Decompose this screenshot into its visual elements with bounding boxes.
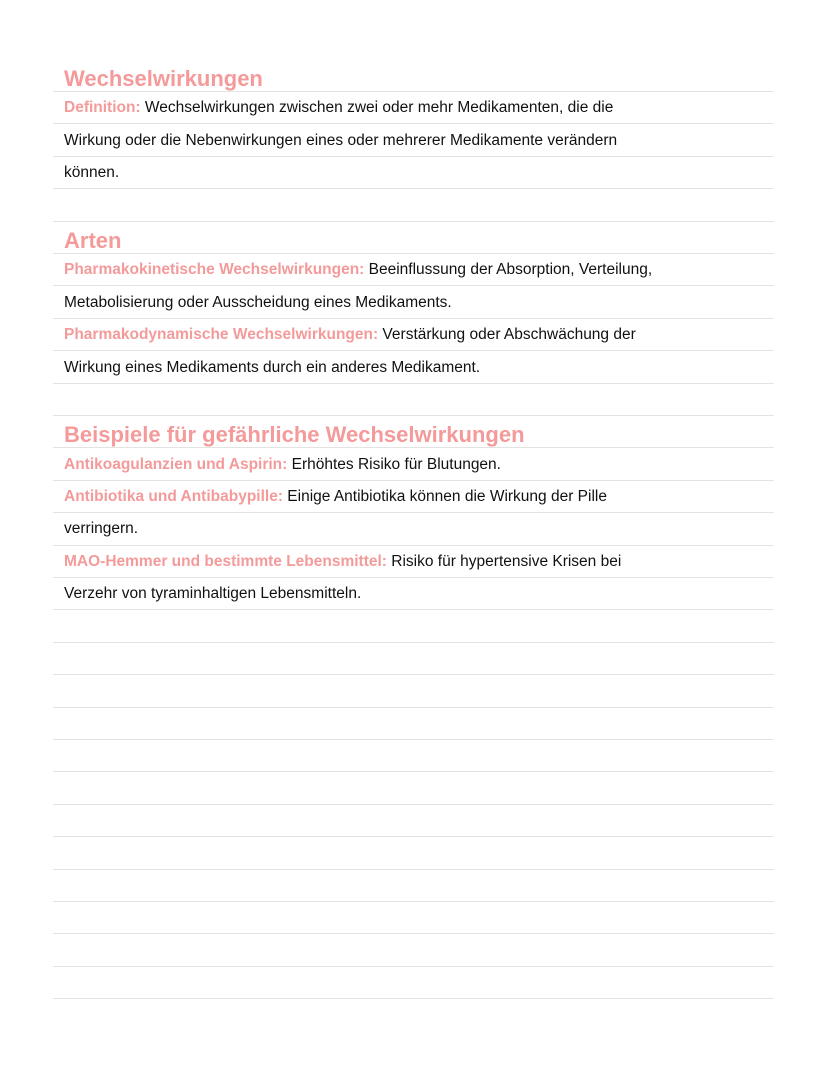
example-text-3: Risiko für hypertensive Krisen bei <box>386 552 622 570</box>
pharmakodynamik-text: Verstärkung oder Abschwächung der <box>378 326 636 344</box>
pharmakodynamik-line <box>64 319 764 351</box>
ruled-line <box>53 771 774 772</box>
blank-line <box>64 190 764 222</box>
definition-text-3: können. <box>64 164 120 182</box>
example-text-2: Einige Antibiotika können die Wirkung der Pille <box>283 488 607 506</box>
blank-line <box>64 384 764 416</box>
definition-line-2 <box>64 125 764 157</box>
definition-term: Definition: <box>64 99 141 117</box>
ruled-line <box>53 804 774 805</box>
pharmakodynamik-line-2 <box>64 352 764 384</box>
pharmakokinetik-text: Beeinflussung der Absorption, Verteilung, <box>364 261 653 279</box>
definition-line-3 <box>64 157 764 189</box>
section-title-beispiele <box>64 416 764 448</box>
example-line-2 <box>64 481 764 513</box>
example-text-2b: verringern. <box>64 520 139 538</box>
pharmakodynamik-term: Pharmakodynamische Wechselwirkungen: <box>64 326 379 344</box>
example-line-3 <box>64 546 764 578</box>
example-term-3: MAO-Hemmer und bestimmte Lebensmittel: <box>64 552 387 570</box>
pharmakokinetik-line <box>64 254 764 286</box>
ruled-line <box>53 966 774 967</box>
ruled-line <box>53 674 774 675</box>
ruled-line <box>53 739 774 740</box>
ruled-line <box>53 707 774 708</box>
pharmakokinetik-line-2 <box>64 287 764 319</box>
example-text-1: Erhöhtes Risiko für Blutungen. <box>287 455 501 473</box>
example-term-2: Antibiotika und Antibabypille: <box>64 488 283 506</box>
ruled-line <box>53 998 774 999</box>
example-text-3b: Verzehr von tyraminhaltigen Lebensmitteln. <box>64 585 362 603</box>
heading-text: Beispiele für gefährliche Wechselwirkungen <box>64 422 525 448</box>
section-title-arten <box>64 222 764 254</box>
heading-text: Wechselwirkungen <box>64 66 263 91</box>
definition-text: Wechselwirkungen zwischen zwei oder mehr Medikamenten, die die <box>140 99 614 117</box>
ruled-line <box>53 901 774 902</box>
example-line-3b <box>64 578 764 610</box>
ruled-line <box>53 869 774 870</box>
page-content <box>64 60 764 611</box>
definition-line <box>64 92 764 124</box>
definition-text-2: Wirkung oder die Nebenwirkungen eines oder mehrerer Medikamente verändern <box>64 131 618 149</box>
ruled-line <box>53 642 774 643</box>
example-line-2b <box>64 513 764 545</box>
example-line-1 <box>64 449 764 481</box>
heading-text: Arten <box>64 227 122 253</box>
pharmakokinetik-term: Pharmakokinetische Wechselwirkungen: <box>64 261 365 279</box>
pharmakokinetik-text-2: Metabolisierung oder Ausscheidung eines Medikaments. <box>64 293 452 311</box>
pharmakodynamik-text-2: Wirkung eines Medikaments durch ein anderes Medikament. <box>64 358 481 376</box>
section-title-wechselwirkungen <box>64 60 764 92</box>
example-term-1: Antikoagulanzien und Aspirin: <box>64 455 288 473</box>
ruled-line <box>53 836 774 837</box>
ruled-line <box>53 933 774 934</box>
